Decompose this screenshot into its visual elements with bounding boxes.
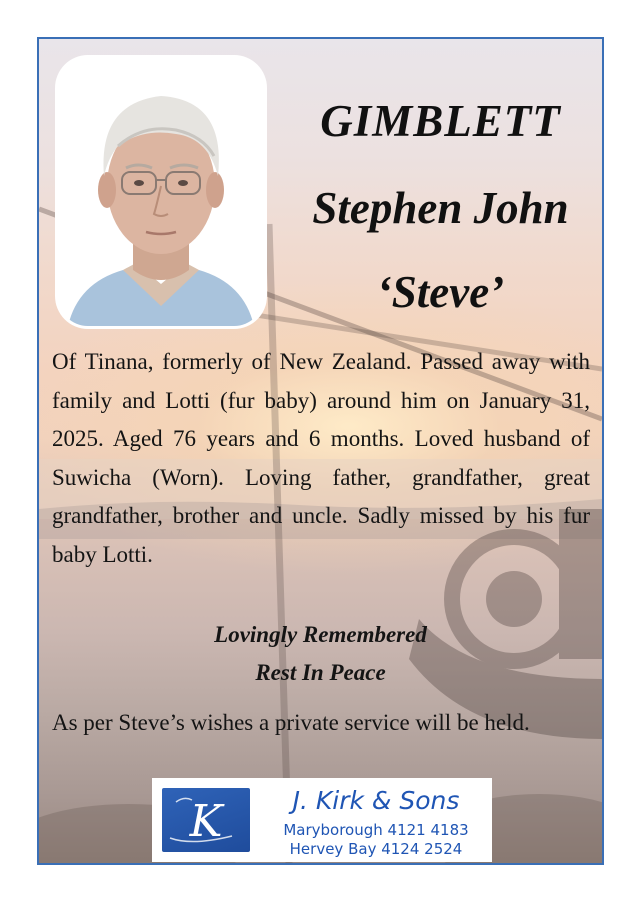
- rest-in-peace-line: Rest In Peace: [255, 660, 386, 685]
- hervey-bay-phone: Hervey Bay 4124 2524: [289, 840, 463, 858]
- funeral-director-name: J. Kirk & Sons: [292, 786, 460, 815]
- kirk-monogram-icon: [162, 788, 250, 852]
- remembered-line: Lovingly Remembered: [214, 622, 427, 647]
- maryborough-phone: Maryborough 4121 4183: [283, 821, 469, 839]
- surname-heading: GIMBLETT: [320, 96, 561, 146]
- service-note: As per Steve’s wishes a private service will be held.: [52, 710, 530, 735]
- portrait-photo: [58, 58, 264, 326]
- given-names-heading: Stephen John: [312, 183, 569, 233]
- notice-body-text: Of Tinana, formerly of New Zealand. Passed away with family and Lotti (fur baby) around him on January 31, 2025. Aged 76 years and 6 months. Loved husband of Suwicha (Worn). Loving father, grandfather, great grandfather, brother and uncle. Sadly missed by his fur baby Lotti.: [52, 349, 590, 567]
- death-notice: [37, 37, 604, 865]
- nickname-heading: ‘Steve’: [376, 267, 505, 317]
- funeral-director-logo: [152, 778, 492, 862]
- logo-letter: K: [189, 796, 223, 847]
